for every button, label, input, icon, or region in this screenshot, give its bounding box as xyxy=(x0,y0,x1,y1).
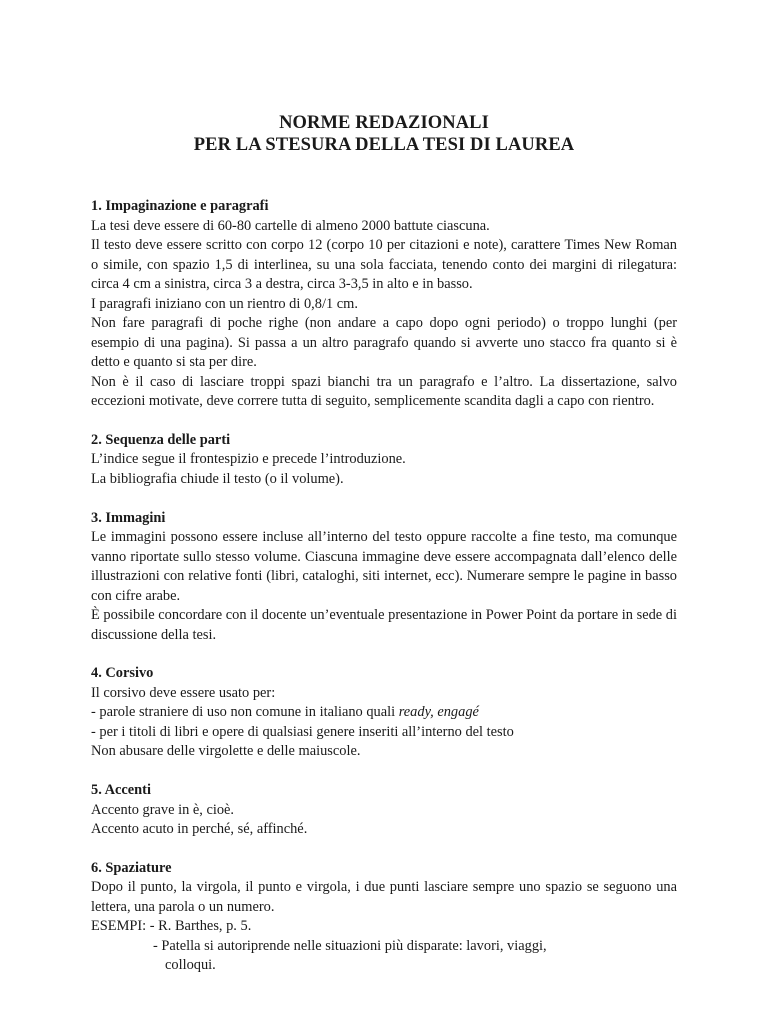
list-item-text: - parole straniere di uso non comune in italiano quali xyxy=(91,704,399,721)
document-title-line-2: PER LA STESURA DELLA TESI DI LAUREA xyxy=(193,135,575,155)
paragraph: I paragrafi iniziano con un rientro di 0,8/1 cm. xyxy=(91,295,358,312)
document-title-line-1: NORME REDAZIONALI xyxy=(279,113,489,133)
section-heading: 4. Corsivo xyxy=(91,665,154,682)
paragraph: Il testo deve essere scritto con corpo 12 (corpo 10 per citazioni e note), carattere Times New Roman o simile, con spazio 1,5 di interlinea, su una sola facciata, tenendo conto dei margini di rilegatura: circa 4 cm a sinistra, circa 3 a destra, circa 3-3,5 in alto e in basso. xyxy=(91,237,677,292)
section-immagini xyxy=(91,509,677,646)
list-item: - per i titoli di libri e opere di qualsiasi genere inseriti all’interno del testo xyxy=(91,723,514,740)
section-impaginazione xyxy=(91,197,677,412)
paragraph: La bibliografia chiude il testo (o il volume). xyxy=(91,470,344,487)
example-line: colloqui. xyxy=(165,957,216,974)
section-sequenza xyxy=(91,431,677,490)
paragraph: Le immagini possono essere incluse all’interno del testo oppure raccolte a fine testo, ma comunque vanno riportate sullo stesso volume. Ciascuna immagine deve essere accompagnata dall’elenco delle illustrazioni con relative fonti (libri, cataloghi, siti internet, ecc). Numerare sempre le pagine in basso con cifre arabe. xyxy=(91,529,677,604)
section-heading: 3. Immagini xyxy=(91,509,166,526)
paragraph: Accento grave in è, cioè. xyxy=(91,801,235,818)
paragraph: L’indice segue il frontespizio e precede l’introduzione. xyxy=(91,451,406,468)
list-item xyxy=(91,703,677,723)
paragraph: È possibile concordare con il docente un’eventuale presentazione in Power Point da portare in sede di discussione della tesi. xyxy=(91,607,677,643)
section-corsivo xyxy=(91,664,677,762)
paragraph: Accento acuto in perché, sé, affinché. xyxy=(91,821,308,838)
paragraph: Dopo il punto, la virgola, il punto e virgola, i due punti lasciare sempre uno spazio se seguono una lettera, una parola o un numero. xyxy=(91,879,677,915)
section-spaziature xyxy=(91,859,677,976)
example-line: - Patella si autoriprende nelle situazioni più disparate: lavori, viaggi, xyxy=(153,937,547,954)
section-heading: 5. Accenti xyxy=(91,782,151,799)
section-heading: 2. Sequenza delle parti xyxy=(91,431,231,448)
paragraph: Il corsivo deve essere usato per: xyxy=(91,684,276,701)
section-heading: 6. Spaziature xyxy=(91,859,172,876)
section-heading: 1. Impaginazione e paragrafi xyxy=(91,198,269,214)
paragraph: Non abusare delle virgolette e delle maiuscole. xyxy=(91,743,361,760)
example-line: ESEMPI: - R. Barthes, p. 5. xyxy=(91,918,252,935)
italic-example: ready, engagé xyxy=(398,704,479,721)
document-body xyxy=(91,197,677,995)
paragraph: La tesi deve essere di 60-80 cartelle di almeno 2000 battute ciascuna. xyxy=(91,217,490,234)
section-accenti xyxy=(91,781,677,840)
paragraph: Non è il caso di lasciare troppi spazi bianchi tra un paragrafo e l’altro. La dissertazione, salvo eccezioni motivate, deve correre tutta di seguito, semplicemente scandita dagli a capo con rientro. xyxy=(91,373,677,409)
paragraph: Non fare paragrafi di poche righe (non andare a capo dopo ogni periodo) o troppo lunghi (per esempio di una pagina). Si passa a un altro paragrafo quando si avverte uno stacco fra quanto si è detto e quanto si sta per dire. xyxy=(91,315,677,370)
